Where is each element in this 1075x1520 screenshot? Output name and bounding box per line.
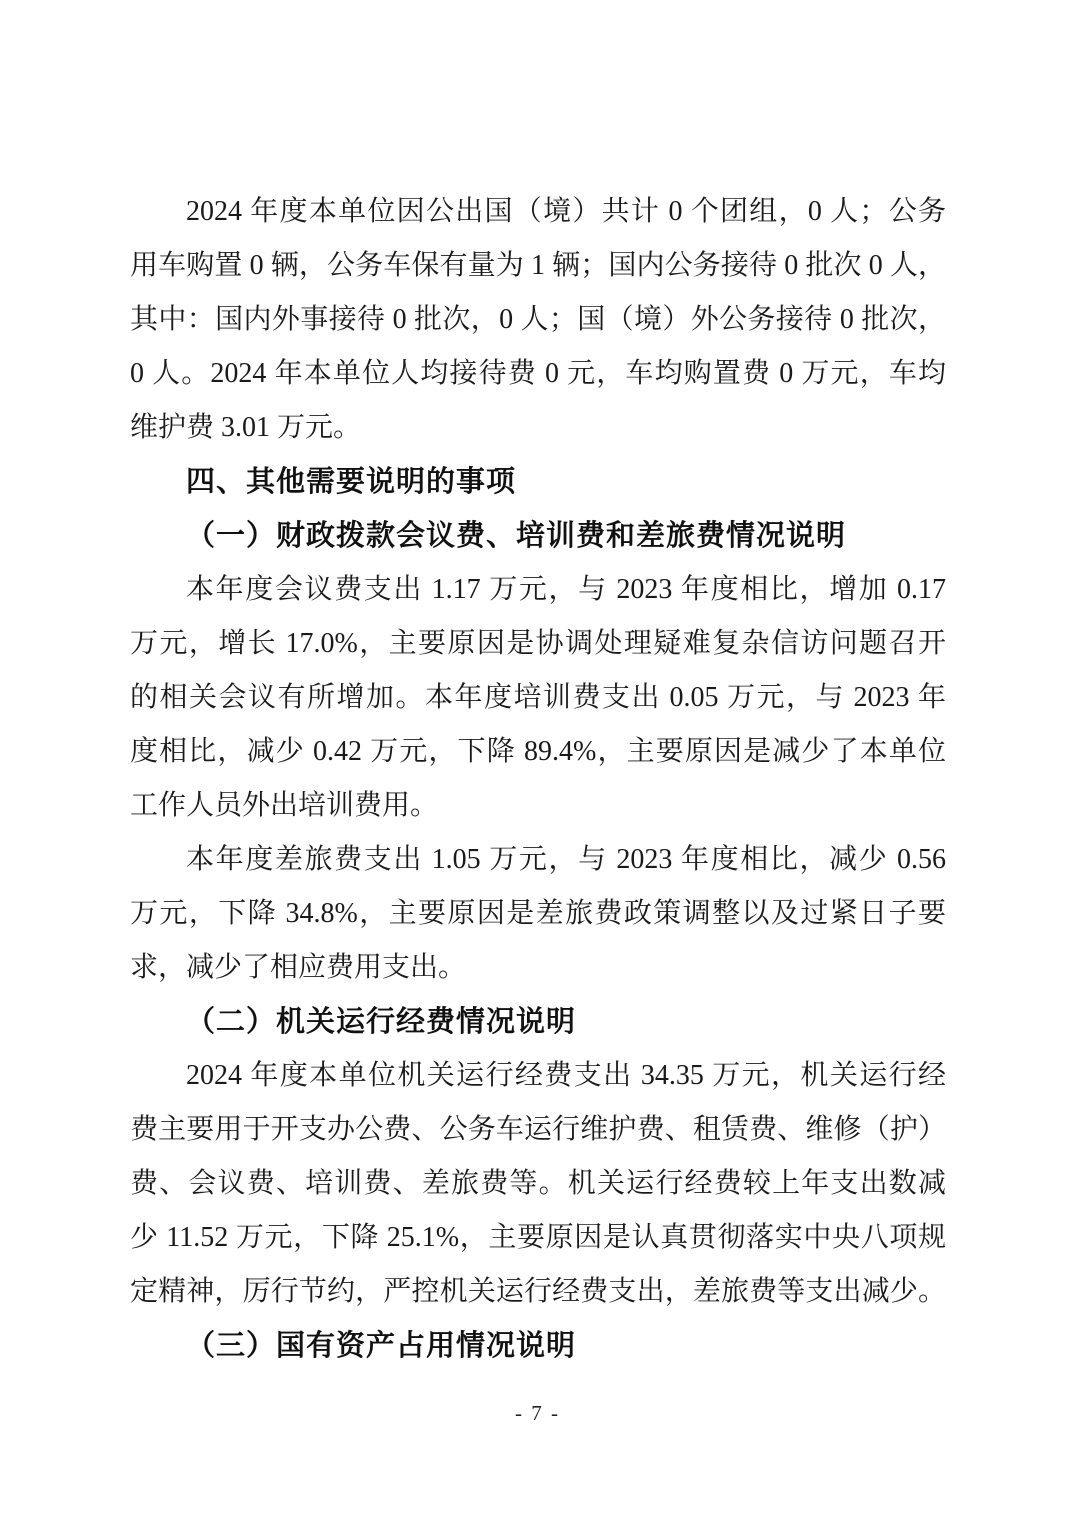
text-line: 万元，增长 17.0%，主要原因是协调处理疑难复杂信访问题召开 xyxy=(130,628,946,659)
text-line: 求，减少了相应费用支出。 xyxy=(130,952,467,983)
paragraph-travel-fees xyxy=(130,833,946,995)
text-line: 少 11.52 万元，下降 25.1%，主要原因是认真贯彻落实中央八项规 xyxy=(130,1222,946,1253)
text-line: 其中：国内外事接待 0 批次，0 人；国（境）外公务接待 0 批次， xyxy=(130,304,946,335)
text-line: 费、会议费、培训费、差旅费等。机关运行经费较上年支出数减 xyxy=(130,1168,946,1199)
text-line: 2024 年度本单位因公出国（境）共计 0 个团组，0 人；公务 xyxy=(186,196,946,227)
subheading-operating-expenses: （二）机关运行经费情况说明 xyxy=(186,1006,577,1038)
text-line: 本年度差旅费支出 1.05 万元，与 2023 年度相比，减少 0.56 xyxy=(186,844,946,875)
text-line: 本年度会议费支出 1.17 万元，与 2023 年度相比，增加 0.17 xyxy=(186,574,946,605)
text-line: 度相比，减少 0.42 万元，下降 89.4%，主要原因是减少了本单位 xyxy=(130,736,946,767)
paragraph-expenditure-summary xyxy=(130,185,946,455)
text-line: 定精神，厉行节约，严控机关运行经费支出，差旅费等支出减少。 xyxy=(130,1276,946,1307)
page-number: - 7 - xyxy=(515,1401,560,1425)
document-body xyxy=(130,185,946,1373)
text-line: 费主要用于开支办公费、公务车运行维护费、租赁费、维修（护） xyxy=(130,1114,946,1145)
section-heading-other-matters: 四、其他需要说明的事项 xyxy=(186,466,517,498)
paragraph-operating-expenses xyxy=(130,1049,946,1319)
text-line: 维护费 3.01 万元。 xyxy=(130,412,362,443)
text-line: 2024 年度本单位机关运行经费支出 34.35 万元，机关运行经 xyxy=(186,1060,946,1091)
text-line: 万元，下降 34.8%，主要原因是差旅费政策调整以及过紧日子要 xyxy=(130,898,946,929)
text-line: 的相关会议有所增加。本年度培训费支出 0.05 万元，与 2023 年 xyxy=(130,682,946,713)
subheading-meeting-training-travel-fees: （一）财政拨款会议费、培训费和差旅费情况说明 xyxy=(186,520,847,552)
text-line: 工作人员外出培训费用。 xyxy=(130,790,439,821)
subheading-state-assets: （三）国有资产占用情况说明 xyxy=(186,1330,577,1362)
text-line: 0 人。2024 年本单位人均接待费 0 元，车均购置费 0 万元，车均 xyxy=(130,358,946,389)
text-line: 用车购置 0 辆，公务车保有量为 1 辆；国内公务接待 0 批次 0 人， xyxy=(130,250,946,281)
paragraph-meeting-training-fees xyxy=(130,563,946,833)
